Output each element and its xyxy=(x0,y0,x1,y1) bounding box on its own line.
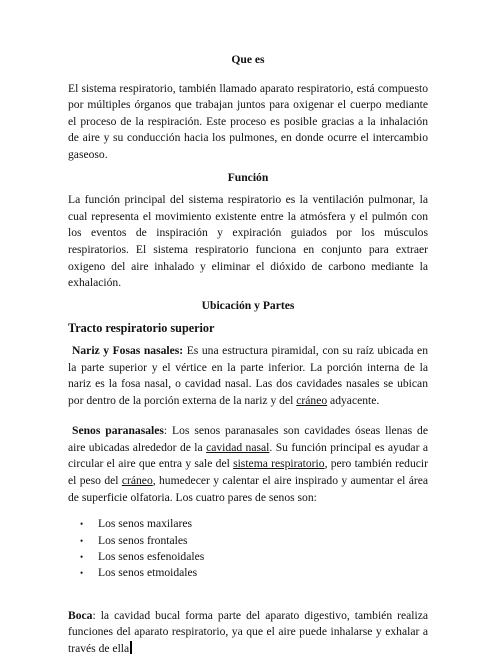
text-nariz-2: adyacente. xyxy=(327,393,380,407)
link-craneo[interactable]: cráneo xyxy=(296,393,328,407)
paragraph-funcion: La función principal del sistema respiratorio es la ventilación pulmonar, la cual representa el movimiento existente entre la atmósfera y el pulmón con los eventos de inspiración y expiración guiados por los músculos respiratorios. El sistema respiratorio funciona en conjunto para extraer oxigeno del aire inhalado y eliminar el dióxido de carbono mediante la exhalación. xyxy=(68,193,428,290)
paragraph-senos xyxy=(68,423,428,506)
text-nariz-1: Es una estructura piramidal, con su raíz ubicada en la parte superior y el vértice en la parte inferior. La porción interna de la nariz es la fosa nasal, o cavidad nasal. Las dos cavidades nasales se ubican por dentro de la porción externa de la nariz y del xyxy=(68,343,428,407)
senos-list xyxy=(68,516,428,582)
list-item: • Los senos etmoidales xyxy=(68,565,428,581)
text-cursor xyxy=(130,641,132,654)
text-senos-3: , pero también reducir el peso del xyxy=(68,457,428,488)
heading-que-es: Que es xyxy=(231,53,265,66)
lead-boca: Boca xyxy=(68,608,93,622)
lead-nariz: Nariz y Fosas nasales: xyxy=(72,343,184,357)
paragraph-boca xyxy=(68,608,428,658)
text-senos-4: , humedecer y calentar el aire inspirado y aumentar el área de superficie olfatoria. Los cuatro pares de senos son: xyxy=(68,474,428,504)
document-page xyxy=(68,52,428,658)
lead-senos: Senos paranasales xyxy=(72,424,164,438)
list-item: • Los senos esfenoidales xyxy=(68,549,428,565)
list-item: • Los senos maxilares xyxy=(68,516,428,532)
text-senos-1: : Los senos paranasales son cavidades óseas llenas de aire ubicadas alrededor de la xyxy=(68,424,429,454)
link-cavidad-nasal[interactable]: cavidad nasal xyxy=(206,440,270,454)
subheading-tracto-superior: Tracto respiratorio superior xyxy=(68,321,215,336)
list-item: • Los senos frontales xyxy=(68,533,428,549)
paragraph-que-es: El sistema respiratorio, también llamado aparato respiratorio, está compuesto por múltiples órganos que trabajan juntos para oxigenar el cuerpo mediante el proceso de la respiración. Este proceso es posible gracias a la inhalación de aire y su conducción hacia los pulmones, en donde ocurre el intercambio gaseoso. xyxy=(68,81,428,161)
text-boca: : la cavidad bucal forma parte del aparato digestivo, también realiza funciones del aparato respiratorio, ya que el aire puede inhalarse y exhalar a través de ella xyxy=(68,608,428,656)
paragraph-nariz xyxy=(68,343,428,409)
text-senos-2: . Su función principal es ayudar a circular el aire que entra y sale del xyxy=(68,440,428,471)
heading-ubicacion: Ubicación y Partes xyxy=(201,298,295,312)
link-sistema-respiratorio[interactable]: sistema respiratorio xyxy=(233,457,325,471)
link-craneo-2[interactable]: cráneo xyxy=(121,474,153,488)
heading-funcion: Función xyxy=(227,170,269,184)
